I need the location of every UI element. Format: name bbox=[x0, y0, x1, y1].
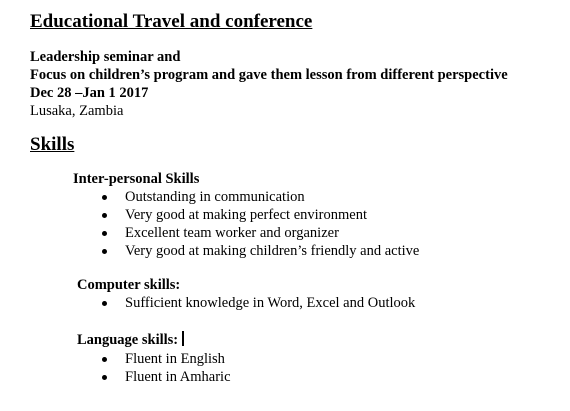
skills-heading: Skills bbox=[30, 134, 75, 155]
bullet-icon bbox=[102, 249, 107, 254]
list-item-text: Excellent team worker and organizer bbox=[125, 225, 339, 241]
list-item bbox=[100, 294, 415, 312]
list-item bbox=[100, 206, 419, 224]
travel-heading: Educational Travel and conference bbox=[30, 11, 313, 32]
bullet-icon bbox=[102, 195, 107, 200]
travel-line-1: Leadership seminar and bbox=[30, 49, 181, 65]
travel-line-2: Focus on children’s program and gave them lesson from different perspective bbox=[30, 67, 508, 83]
list-item-text: Fluent in English bbox=[125, 351, 225, 367]
language-skills-title-row bbox=[77, 331, 184, 349]
bullet-icon bbox=[102, 213, 107, 218]
language-skills-title: Language skills: bbox=[77, 332, 179, 348]
list-item bbox=[100, 350, 231, 368]
travel-entry bbox=[30, 48, 508, 120]
text-cursor bbox=[182, 331, 184, 346]
list-item-text: Sufficient knowledge in Word, Excel and Outlook bbox=[125, 295, 416, 311]
list-item bbox=[100, 368, 231, 386]
bullet-icon bbox=[102, 375, 107, 380]
list-item-text: Fluent in Amharic bbox=[125, 369, 231, 385]
interpersonal-skills-title: Inter-personal Skills bbox=[73, 171, 200, 187]
list-item bbox=[100, 224, 419, 242]
travel-dates: Dec 28 –Jan 1 2017 bbox=[30, 85, 149, 101]
bullet-icon bbox=[102, 301, 107, 306]
language-skills-list bbox=[100, 350, 231, 386]
travel-location: Lusaka, Zambia bbox=[30, 103, 124, 119]
list-item bbox=[100, 188, 419, 206]
computer-skills-list bbox=[100, 294, 415, 312]
interpersonal-skills-list bbox=[100, 188, 419, 260]
bullet-icon bbox=[102, 231, 107, 236]
list-item-text: Very good at making perfect environment bbox=[125, 207, 367, 223]
computer-skills-title: Computer skills: bbox=[77, 277, 181, 293]
list-item bbox=[100, 242, 419, 260]
list-item-text: Very good at making children’s friendly and active bbox=[125, 243, 420, 259]
list-item-text: Outstanding in communication bbox=[125, 189, 305, 205]
bullet-icon bbox=[102, 357, 107, 362]
